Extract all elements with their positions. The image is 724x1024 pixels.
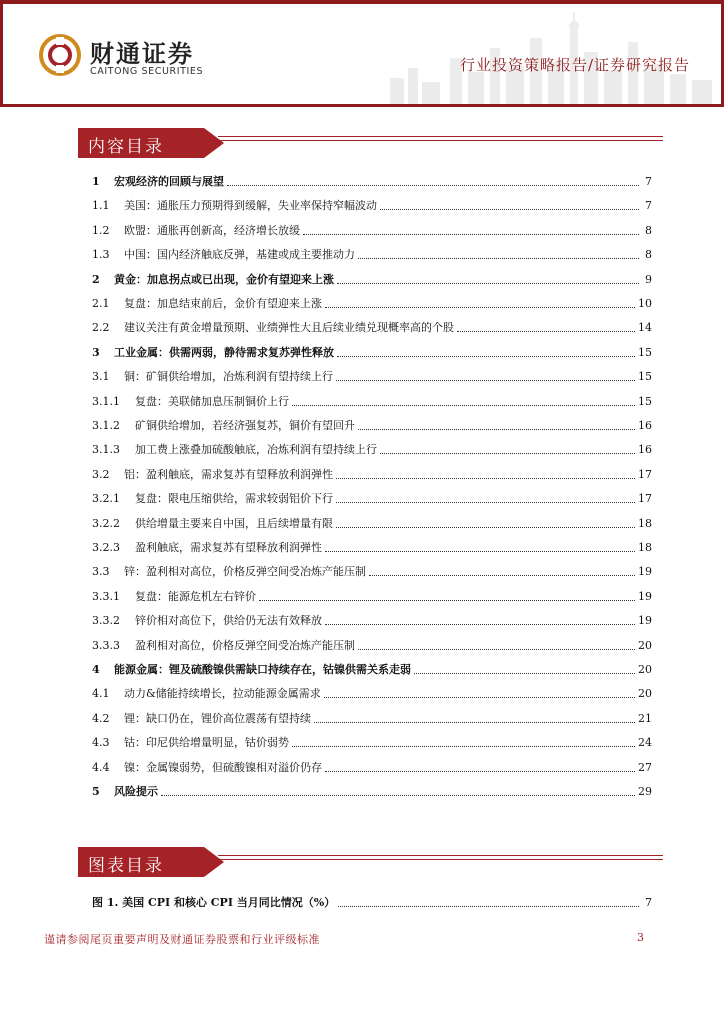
header-frame-top bbox=[0, 0, 724, 4]
toc-entry-title: 美国：通胀压力预期得到缓解，失业率保持窄幅波动 bbox=[124, 199, 377, 213]
toc-entry[interactable] bbox=[92, 246, 652, 262]
toc-entry-number: 1.2 bbox=[92, 223, 110, 237]
caitong-logo-icon bbox=[38, 33, 82, 77]
brand-name-cn: 财通证券 bbox=[90, 40, 194, 68]
toc-entry-title: 钴：印尼供给增量明显，钴价弱势 bbox=[124, 736, 289, 750]
toc-entry-number: 3.3.3 bbox=[92, 638, 120, 652]
toc-entry[interactable] bbox=[92, 710, 652, 726]
toc-entry-number: 1.3 bbox=[92, 248, 110, 262]
toc-entry-page: 20 bbox=[638, 663, 652, 676]
toc-entry-page: 19 bbox=[638, 565, 652, 579]
section-rule bbox=[218, 859, 663, 860]
figure-entry-title: 图 1. 美国 CPI 和核心 CPI 当月同比情况（%） bbox=[92, 896, 336, 909]
toc-entry[interactable] bbox=[92, 685, 652, 701]
toc-leader-dots bbox=[259, 599, 635, 601]
toc-entry-page: 9 bbox=[645, 272, 652, 286]
toc-leader-dots bbox=[336, 501, 635, 503]
toc-leader-dots bbox=[380, 208, 639, 210]
toc-leader-dots bbox=[325, 623, 635, 625]
toc-entry[interactable] bbox=[92, 222, 652, 238]
toc-entry-title: 建议关注有黄金增量预期、业绩弹性大且后续业绩兑现概率高的个股 bbox=[124, 321, 454, 335]
section-rule bbox=[218, 855, 663, 856]
toc-leader-dots bbox=[324, 696, 635, 698]
toc-entry-title: 加工费上涨叠加硫酸触底，冶炼利润有望持续上行 bbox=[135, 443, 377, 457]
toc-entry-number: 4 bbox=[92, 663, 100, 676]
toc-entry-page: 24 bbox=[638, 736, 652, 750]
toc-entry-number: 3 bbox=[92, 345, 100, 359]
toc-entry-title: 工业金属：供需两弱，静待需求复苏弹性释放 bbox=[114, 345, 334, 359]
toc-entry-title: 能源金属：锂及硫酸镍供需缺口持续存在，钴镍供需关系走弱 bbox=[114, 663, 411, 676]
toc-entry-page: 20 bbox=[638, 638, 652, 652]
toc-entry-page: 15 bbox=[638, 370, 652, 384]
toc-entry-title: 中国：国内经济触底反弹，基建或成主要推动力 bbox=[124, 248, 355, 262]
header-divider bbox=[0, 104, 724, 107]
toc-entry-page: 10 bbox=[638, 297, 652, 310]
toc-entry-title: 黄金：加息拐点或已出现，金价有望迎来上涨 bbox=[114, 272, 334, 286]
toc-entry-page: 19 bbox=[638, 614, 652, 628]
section-rule bbox=[218, 140, 663, 141]
toc-entry-title: 风险提示 bbox=[114, 785, 158, 798]
toc-entry[interactable] bbox=[92, 319, 652, 335]
brand-name-en: CAITONG SECURITIES bbox=[90, 66, 204, 77]
toc-entry-title: 宏观经济的回顾与展望 bbox=[114, 175, 224, 188]
toc-leader-dots bbox=[303, 233, 639, 235]
toc-entry[interactable] bbox=[92, 271, 652, 287]
toc-entry-number: 1 bbox=[92, 175, 100, 188]
figures-section-title: 图表目录 bbox=[88, 856, 164, 876]
toc-leader-dots bbox=[336, 379, 635, 381]
toc-leader-dots bbox=[369, 574, 635, 576]
toc-entry[interactable] bbox=[92, 466, 652, 482]
toc-entry-title: 动力&储能持续增长，拉动能源金属需求 bbox=[124, 687, 321, 701]
toc-entry[interactable] bbox=[92, 661, 652, 677]
toc-leader-dots bbox=[358, 257, 639, 259]
toc-entry-page: 18 bbox=[638, 516, 652, 530]
toc-entry-page: 8 bbox=[645, 248, 652, 262]
header-frame-left bbox=[0, 0, 3, 106]
toc-leader-dots bbox=[314, 721, 635, 723]
toc-entry-number: 3.1.1 bbox=[92, 394, 120, 408]
toc-entry-title: 欧盟：通胀再创新高，经济增长放缓 bbox=[124, 223, 300, 237]
toc-leader-dots bbox=[338, 905, 639, 907]
toc-leader-dots bbox=[358, 648, 635, 650]
toc-entry-page: 20 bbox=[638, 687, 652, 701]
toc-leader-dots bbox=[336, 526, 635, 528]
toc-entry-title: 矿铜供给增加，若经济强复苏，铜价有望回升 bbox=[135, 419, 355, 432]
toc-entry[interactable] bbox=[92, 612, 652, 628]
toc-entry-title: 铝：盈利触底，需求复苏有望释放利润弹性 bbox=[124, 467, 333, 481]
toc-entry-number: 2.1 bbox=[92, 297, 110, 310]
toc-entry-page: 7 bbox=[645, 175, 652, 188]
toc-leader-dots bbox=[227, 184, 639, 186]
toc-leader-dots bbox=[292, 745, 635, 747]
toc-entry-page: 15 bbox=[638, 394, 652, 408]
toc-entry-number: 1.1 bbox=[92, 199, 110, 213]
toc-entry-number: 3.3 bbox=[92, 565, 110, 579]
toc-entry-page: 29 bbox=[638, 785, 652, 798]
toc-entry[interactable] bbox=[92, 441, 652, 457]
toc-entry-number: 2 bbox=[92, 272, 100, 286]
toc-section-header bbox=[78, 128, 663, 158]
toc-leader-dots bbox=[380, 452, 635, 454]
toc-leader-dots bbox=[358, 428, 635, 430]
toc-entry-number: 3.3.2 bbox=[92, 614, 120, 628]
toc-entry-number: 3.1.2 bbox=[92, 419, 120, 432]
toc-leader-dots bbox=[414, 672, 635, 674]
toc-entry-title: 锌价相对高位下，供给仍无法有效释放 bbox=[135, 614, 322, 628]
toc-entry[interactable] bbox=[92, 368, 652, 384]
toc-entry[interactable] bbox=[92, 344, 652, 360]
toc-entry-number: 3.2.2 bbox=[92, 516, 120, 530]
toc-section-title: 内容目录 bbox=[88, 137, 164, 157]
toc-entry-page: 7 bbox=[645, 199, 652, 213]
toc-entry-number: 4.1 bbox=[92, 687, 110, 701]
toc-entry-page: 16 bbox=[638, 419, 652, 432]
toc-entry-number: 3.2.3 bbox=[92, 541, 120, 554]
toc-entry[interactable] bbox=[92, 759, 652, 775]
toc-entry-page: 17 bbox=[638, 467, 652, 481]
toc-leader-dots bbox=[337, 355, 635, 357]
toc-entry-page: 17 bbox=[638, 492, 652, 506]
toc-leader-dots bbox=[292, 404, 635, 406]
report-type-label: 行业投资策略报告/证券研究报告 bbox=[459, 56, 690, 74]
toc-entry-page: 27 bbox=[638, 760, 652, 774]
toc-entry-page: 15 bbox=[638, 345, 652, 359]
toc-entry-page: 19 bbox=[638, 589, 652, 603]
toc-leader-dots bbox=[325, 306, 635, 308]
toc-entry-title: 镍：金属镍弱势，但硫酸镍相对溢价仍存 bbox=[124, 760, 322, 774]
toc-entry-number: 2.2 bbox=[92, 321, 110, 335]
toc-entry[interactable] bbox=[92, 563, 652, 579]
toc-entry-number: 3.1 bbox=[92, 370, 110, 384]
toc-entry[interactable] bbox=[92, 173, 652, 189]
toc-entry[interactable] bbox=[92, 539, 652, 555]
toc-entry-title: 供给增量主要来自中国，且后续增量有限 bbox=[135, 516, 333, 530]
toc-entry-title: 铜：矿铜供给增加，冶炼利润有望持续上行 bbox=[124, 370, 333, 384]
toc-entry-number: 3.1.3 bbox=[92, 443, 120, 457]
toc-entry-title: 复盘：限电压缩供给，需求较弱铝价下行 bbox=[135, 492, 333, 506]
figures-section-header bbox=[78, 847, 663, 877]
toc-entry-title: 复盘：能源危机左右锌价 bbox=[135, 589, 256, 603]
toc-entry-page: 14 bbox=[638, 321, 652, 335]
toc-entry[interactable] bbox=[92, 490, 652, 506]
toc-entry-number: 4.4 bbox=[92, 760, 110, 774]
toc-entry[interactable] bbox=[92, 197, 652, 213]
toc-entry-title: 锌：盈利相对高位，价格反弹空间受冶炼产能压制 bbox=[124, 565, 366, 579]
toc-entry-title: 复盘：美联储加息压制铜价上行 bbox=[135, 394, 289, 408]
toc-leader-dots bbox=[161, 794, 635, 796]
toc-entry[interactable] bbox=[92, 637, 652, 653]
toc-leader-dots bbox=[325, 770, 635, 772]
figure-entry[interactable] bbox=[92, 894, 652, 910]
toc-leader-dots bbox=[325, 550, 635, 552]
toc-entry-number: 5 bbox=[92, 785, 100, 798]
footer-disclaimer: 谨请参阅尾页重要声明及财通证券股票和行业评级标准 bbox=[44, 933, 320, 946]
toc-entry-title: 盈利触底，需求复苏有望释放利润弹性 bbox=[135, 541, 322, 554]
toc-entry-title: 复盘：加息结束前后，金价有望迎来上涨 bbox=[124, 297, 322, 310]
toc-entry-page: 18 bbox=[638, 541, 652, 554]
toc-entry[interactable] bbox=[92, 783, 652, 799]
figure-entry-page: 7 bbox=[645, 896, 652, 909]
toc-entry-number: 3.2 bbox=[92, 467, 110, 481]
toc-entry-title: 锂：缺口仍在，锂价高位震荡有望持续 bbox=[124, 711, 311, 725]
toc-leader-dots bbox=[457, 330, 635, 332]
footer-page-number: 3 bbox=[637, 931, 644, 944]
toc-entry-number: 4.3 bbox=[92, 736, 110, 750]
toc-entry-title: 盈利相对高位，价格反弹空间受冶炼产能压制 bbox=[135, 638, 355, 652]
toc-entry-number: 4.2 bbox=[92, 711, 110, 725]
toc-entry-number: 3.3.1 bbox=[92, 589, 120, 603]
toc-leader-dots bbox=[336, 477, 635, 479]
toc-entry-page: 16 bbox=[638, 443, 652, 457]
toc-entry[interactable] bbox=[92, 393, 652, 409]
toc-entry[interactable] bbox=[92, 417, 652, 433]
toc-leader-dots bbox=[337, 282, 639, 284]
toc-entry[interactable] bbox=[92, 734, 652, 750]
toc-entry-page: 8 bbox=[645, 223, 652, 237]
toc-entry-page: 21 bbox=[638, 711, 652, 725]
toc-entry[interactable] bbox=[92, 588, 652, 604]
toc-entry[interactable] bbox=[92, 515, 652, 531]
section-rule bbox=[218, 136, 663, 137]
toc-entry-number: 3.2.1 bbox=[92, 492, 120, 506]
toc-entry[interactable] bbox=[92, 295, 652, 311]
